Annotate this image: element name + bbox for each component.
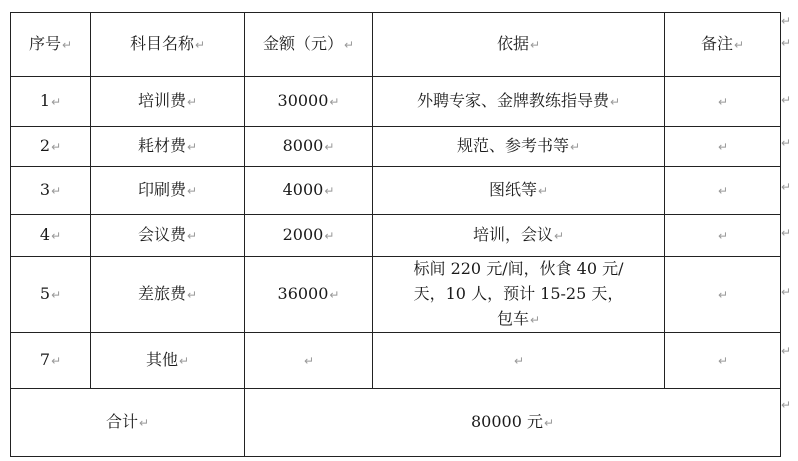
cell-seq: 5↵ — [11, 257, 91, 333]
budget-table — [10, 12, 781, 457]
cell-amount: 2000↵ — [245, 215, 373, 257]
cell-remark: ↵ — [665, 257, 781, 333]
table-row — [11, 257, 781, 333]
total-value: 80000 元↵ — [245, 389, 781, 457]
row-end-mark: ↵ — [781, 344, 792, 358]
cell-seq: 2↵ — [11, 127, 91, 167]
row-end-mark: ↵ — [781, 136, 792, 150]
table-row — [11, 167, 781, 215]
total-row — [11, 389, 781, 457]
cell-subject: 差旅费↵ — [91, 257, 245, 333]
row-end-mark: ↵ — [781, 285, 792, 299]
cell-amount: 36000↵ — [245, 257, 373, 333]
cell-subject: 其他↵ — [91, 333, 245, 389]
cell-remark: ↵ — [665, 215, 781, 257]
table-header-row — [11, 13, 781, 77]
header-subject: 科目名称↵ — [91, 13, 245, 77]
basis-line: 天，10 人，预计 15-25 天， — [413, 284, 624, 304]
table-row — [11, 333, 781, 389]
cell-amount: 8000↵ — [245, 127, 373, 167]
row-end-mark: ↵ — [781, 180, 792, 194]
row-end-marks — [781, 0, 798, 461]
cell-basis: 图纸等↵ — [373, 167, 665, 215]
header-remark: 备注↵ — [665, 13, 781, 77]
row-end-mark: ↵ — [781, 398, 792, 412]
cell-remark: ↵ — [665, 333, 781, 389]
header-seq: 序号↵ — [11, 13, 91, 77]
row-end-mark: ↵ — [781, 14, 792, 28]
row-end-mark: ↵ — [781, 226, 792, 240]
cell-remark: ↵ — [665, 167, 781, 215]
header-amount: 金额（元）↵ — [245, 13, 373, 77]
total-label: 合计↵ — [11, 389, 245, 457]
table-row — [11, 127, 781, 167]
basis-line: 包车↵ — [496, 308, 541, 328]
row-end-mark: ↵ — [781, 93, 792, 107]
cell-subject: 会议费↵ — [91, 215, 245, 257]
table-row — [11, 215, 781, 257]
cell-basis: 外聘专家、金牌教练指导费↵ — [373, 77, 665, 127]
row-end-mark: ↵ — [781, 36, 792, 50]
cell-basis: ↵ — [373, 333, 665, 389]
header-basis: 依据↵ — [373, 13, 665, 77]
cell-seq: 3↵ — [11, 167, 91, 215]
cell-subject: 培训费↵ — [91, 77, 245, 127]
cell-basis — [373, 257, 665, 333]
basis-line: 标间 220 元/间，伙食 40 元/ — [413, 259, 624, 279]
cell-amount: ↵ — [245, 333, 373, 389]
cell-amount: 30000↵ — [245, 77, 373, 127]
cell-remark: ↵ — [665, 127, 781, 167]
cell-basis: 培训，会议↵ — [373, 215, 665, 257]
cell-amount: 4000↵ — [245, 167, 373, 215]
cell-remark: ↵ — [665, 77, 781, 127]
cell-seq: 7↵ — [11, 333, 91, 389]
cell-subject: 耗材费↵ — [91, 127, 245, 167]
table-row — [11, 77, 781, 127]
cell-seq: 1↵ — [11, 77, 91, 127]
cell-seq: 4↵ — [11, 215, 91, 257]
cell-subject: 印刷费↵ — [91, 167, 245, 215]
cell-basis: 规范、参考书等↵ — [373, 127, 665, 167]
